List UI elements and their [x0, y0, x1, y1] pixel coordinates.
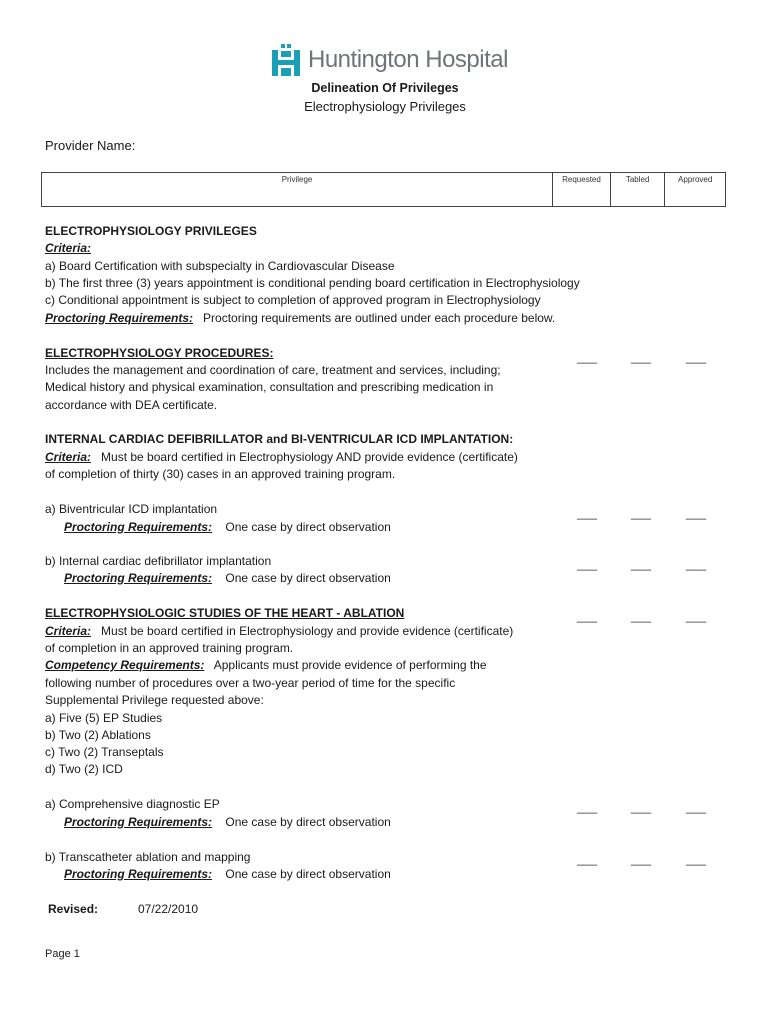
page-number: Page 1 [45, 948, 80, 960]
sec4-item-a-proc-text: One case by direct observation [225, 815, 391, 829]
sec3-item-b-proctoring [64, 571, 391, 585]
sec1-criteria-label: Criteria: [45, 241, 92, 255]
col-privilege: Privilege [42, 173, 553, 207]
sec1-item-a: a) Board Certification with subspecialty in Cardiovascular Disease [45, 259, 395, 273]
sec2-tabled-blank[interactable]: ___ [631, 350, 652, 364]
sec3-b-tabled-blank[interactable]: ___ [631, 557, 652, 571]
sec4-item-b-label: b) Transcatheter ablation and mapping [45, 850, 251, 864]
sec4-item-a-label: a) Comprehensive diagnostic EP [45, 797, 220, 811]
sec4-b-requested-blank[interactable]: ___ [577, 852, 598, 866]
sec4-a-requested-blank[interactable]: ___ [577, 800, 598, 814]
provider-name-label: Provider Name: [45, 138, 136, 153]
sec3-item-b-proc-text: One case by direct observation [225, 571, 391, 585]
sec4-competency [45, 658, 487, 672]
document-subtitle: Electrophysiology Privileges [304, 99, 466, 114]
sec4-item-b-proc-text: One case by direct observation [225, 867, 391, 881]
sec4-a-tabled-blank[interactable]: ___ [631, 800, 652, 814]
sec1-proctoring-label: Proctoring Requirements: [45, 311, 194, 325]
revised-date: 07/22/2010 [138, 902, 199, 916]
sec3-a-approved-blank[interactable]: ___ [686, 506, 707, 520]
sec3-criteria [45, 450, 518, 464]
sec4-heading: ELECTROPHYSIOLOGIC STUDIES OF THE HEART - ABLATION [45, 606, 405, 620]
sec4-item-a-proc-label: Proctoring Requirements: [64, 815, 213, 829]
sec2-heading: ELECTROPHYSIOLOGY PROCEDURES: [45, 346, 274, 360]
sec4-list-b: b) Two (2) Ablations [45, 728, 151, 742]
sec3-b-requested-blank[interactable]: ___ [577, 557, 598, 571]
sec3-criteria-label: Criteria: [45, 450, 92, 464]
sec4-approved-blank[interactable]: ___ [686, 609, 707, 623]
sec3-criteria-text: Must be board certified in Electrophysiology AND provide evidence (certificate) [101, 450, 518, 464]
sec4-b-approved-blank[interactable]: ___ [686, 852, 707, 866]
sec1-item-c: c) Conditional appointment is subject to completion of approved program in Electrophysiology [45, 293, 541, 307]
sec4-requested-blank[interactable]: ___ [577, 609, 598, 623]
privilege-header-table [41, 172, 726, 207]
col-tabled: Tabled [610, 173, 665, 207]
sec4-competency-text: Applicants must provide evidence of performing the [213, 658, 487, 672]
sec1-proctoring [45, 311, 555, 325]
document-title: Delineation Of Privileges [311, 81, 459, 95]
sec1-item-b: b) The first three (3) years appointment is conditional pending board certification in Electrophysiology [45, 276, 580, 290]
sec4-b-tabled-blank[interactable]: ___ [631, 852, 652, 866]
sec3-b-approved-blank[interactable]: ___ [686, 557, 707, 571]
sec2-line-2: Medical history and physical examination, consultation and prescribing medication in [45, 380, 494, 394]
sec4-tabled-blank[interactable]: ___ [631, 609, 652, 623]
sec2-requested-blank[interactable]: ___ [577, 350, 598, 364]
sec4-criteria-line2: of completion in an approved training program. [45, 641, 294, 655]
sec2-approved-blank[interactable]: ___ [686, 350, 707, 364]
sec3-a-tabled-blank[interactable]: ___ [631, 506, 652, 520]
sec3-item-a-proc-label: Proctoring Requirements: [64, 520, 213, 534]
sec3-heading: INTERNAL CARDIAC DEFIBRILLATOR and BI-VENTRICULAR ICD IMPLANTATION: [45, 432, 514, 446]
sec4-item-b-proctoring [64, 867, 391, 881]
col-requested: Requested [553, 173, 611, 207]
sec3-item-a-label: a) Biventricular ICD implantation [45, 502, 218, 516]
sec4-criteria-text: Must be board certified in Electrophysiology and provide evidence (certificate) [101, 624, 514, 638]
sec4-item-b-proc-label: Proctoring Requirements: [64, 867, 213, 881]
sec4-list-d: d) Two (2) ICD [45, 762, 123, 776]
sec3-item-a-proctoring [64, 520, 391, 534]
sec4-item-a-proctoring [64, 815, 391, 829]
sec4-competency-label: Competency Requirements: [45, 658, 205, 672]
sec1-heading: ELECTROPHYSIOLOGY PRIVILEGES [45, 224, 257, 238]
sec4-list-a: a) Five (5) EP Studies [45, 711, 163, 725]
sec3-item-b-label: b) Internal cardiac defibrillator implantation [45, 554, 272, 568]
col-approved: Approved [665, 173, 726, 207]
sec4-criteria-label: Criteria: [45, 624, 92, 638]
revised-label: Revised: [48, 902, 99, 916]
sec3-item-b-proc-label: Proctoring Requirements: [64, 571, 213, 585]
logo-text: Huntington Hospital [308, 46, 508, 73]
sec4-list-c: c) Two (2) Transeptals [45, 745, 164, 759]
sec4-criteria [45, 624, 513, 638]
sec2-line-1: Includes the management and coordination of care, treatment and services, including; [45, 363, 501, 377]
sec1-proctoring-text: Proctoring requirements are outlined under each procedure below. [203, 311, 556, 325]
sec4-competency-line3: Supplemental Privilege requested above: [45, 693, 264, 707]
sec3-criteria-line2: of completion of thirty (30) cases in an approved training program. [45, 467, 396, 481]
sec3-a-requested-blank[interactable]: ___ [577, 506, 598, 520]
logo-mark-icon [270, 44, 302, 78]
sec3-item-a-proc-text: One case by direct observation [225, 520, 391, 534]
sec4-a-approved-blank[interactable]: ___ [686, 800, 707, 814]
sec2-line-3: accordance with DEA certificate. [45, 398, 218, 412]
sec4-competency-line2: following number of procedures over a two-year period of time for the specific [45, 676, 456, 690]
